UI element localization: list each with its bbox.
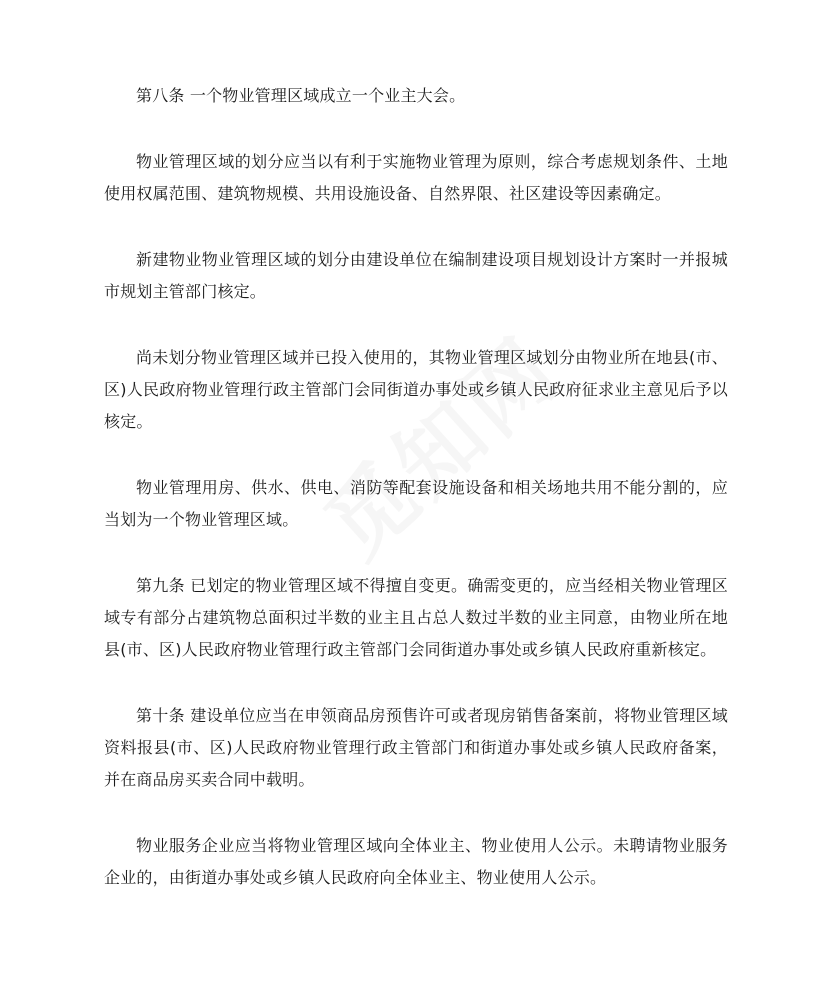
paragraph-article-8: 第八条 一个物业管理区域成立一个业主大会。 bbox=[136, 86, 466, 105]
paragraph-undivided-areas: 尚未划分物业管理区域并已投入使用的，其物业管理区域划分由物业所在地县(市、区)人民政府物业管理行政主管部门会同街道办事处或乡镇人民政府征求业主意见后予以核定。 bbox=[104, 348, 728, 431]
paragraph-article-9: 第九条 已划定的物业管理区域不得擅自变更。确需变更的，应当经相关物业管理区域专有部分占建筑物总面积过半数的业主且占总人数过半数的业主同意，由物业所在地县(市、区)人民政府物业管理行政主管部门会同街道办事处或乡镇人民政府重新核定。 bbox=[104, 576, 728, 659]
paragraph-shared-facilities: 物业管理用房、供水、供电、消防等配套设施设备和相关场地共用不能分割的，应当划为一个物业管理区域。 bbox=[104, 478, 728, 529]
paragraph-new-construction: 新建物业物业管理区域的划分由建设单位在编制建设项目规划设计方案时一并报城市规划主管部门核定。 bbox=[104, 250, 728, 301]
paragraph-public-notice: 物业服务企业应当将物业管理区域向全体业主、物业使用人公示。未聘请物业服务企业的，由街道办事处或乡镇人民政府向全体业主、物业使用人公示。 bbox=[104, 836, 728, 887]
paragraph-article-10: 第十条 建设单位应当在申领商品房预售许可或者现房销售备案前，将物业管理区域资料报县(市、区)人民政府物业管理行政主管部门和街道办事处或乡镇人民政府备案，并在商品房买卖合同中载明。 bbox=[104, 706, 728, 789]
paragraph-division-principle: 物业管理区域的划分应当以有利于实施物业管理为原则，综合考虑规划条件、土地使用权属范围、建筑物规模、共用设施设备、自然界限、社区建设等因素确定。 bbox=[104, 152, 728, 203]
document-body bbox=[104, 80, 728, 928]
